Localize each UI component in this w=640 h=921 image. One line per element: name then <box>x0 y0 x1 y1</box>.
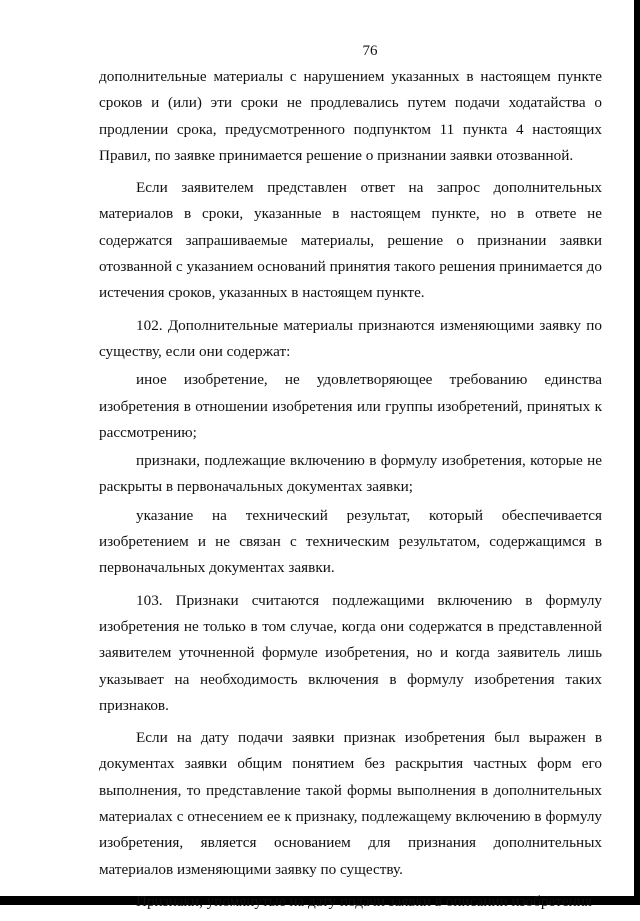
paragraph-clause-102: 102. Дополнительные материалы признаются изменяющими заявку по существу, если они содержат: <box>99 316 602 360</box>
document-body <box>99 64 602 921</box>
scan-border-right <box>634 0 640 905</box>
list-item-other-invention: иное изобретение, не удовлетворяющее требованию единства изобретения в отношении изобретения или группы изобретений, принятых к рассмотрению; <box>99 371 602 441</box>
paragraph-reply-deadline: Если заявителем представлен ответ на запрос дополнительных материалов в сроки, указанные в настоящем пункте, но в ответе не содержатся запрашиваемые материалы, решение о признании заявки отозванной с указанием оснований принятия такого решения принимается до истечения сроков, указанных в настоящем пункте. <box>99 179 602 302</box>
paragraph-continuation: дополнительные материалы с нарушением указанных в настоящем пункте сроков и (или) эти сроки не продлевались путем подачи ходатайства о продлении срока, предусмотренного подпунктом 11 пункта 4 настоящих Правил, по заявке принимается решение о признании заявки отозванной. <box>99 68 602 164</box>
page-number: 76 <box>362 43 378 59</box>
paragraph-clause-103: 103. Признаки считаются подлежащими включению в формулу изобретения не только в том случае, когда они содержатся в представленной заявителем уточненной формуле изобретения, но и когда заявитель лишь указывает на необходимость включения в формулу изобретения таких признаков. <box>99 591 602 714</box>
list-item-new-features: признаки, подлежащие включению в формулу изобретения, которые не раскрыты в первоначальных документах заявки; <box>99 452 602 496</box>
paragraph-general-concept: Если на дату подачи заявки признак изобретения был выражен в документах заявки общим понятием без раскрытия частных форм его выполнения, то представление такой формы выполнения в дополнительных материалах с отнесением ее к признаку, подлежащему включению в формулу изобретения, является основанием для признания дополнительных материалов изменяющими заявку по существу. <box>99 729 602 878</box>
paragraph-features-mentioned: Признаки, упомянутые на дату подачи заявки в описании изобретения <box>136 892 592 910</box>
list-item-technical-result: указание на технический результат, который обеспечивается изобретением и не связан с техническим результатом, содержащимся в первоначальных документах заявки. <box>99 506 602 577</box>
